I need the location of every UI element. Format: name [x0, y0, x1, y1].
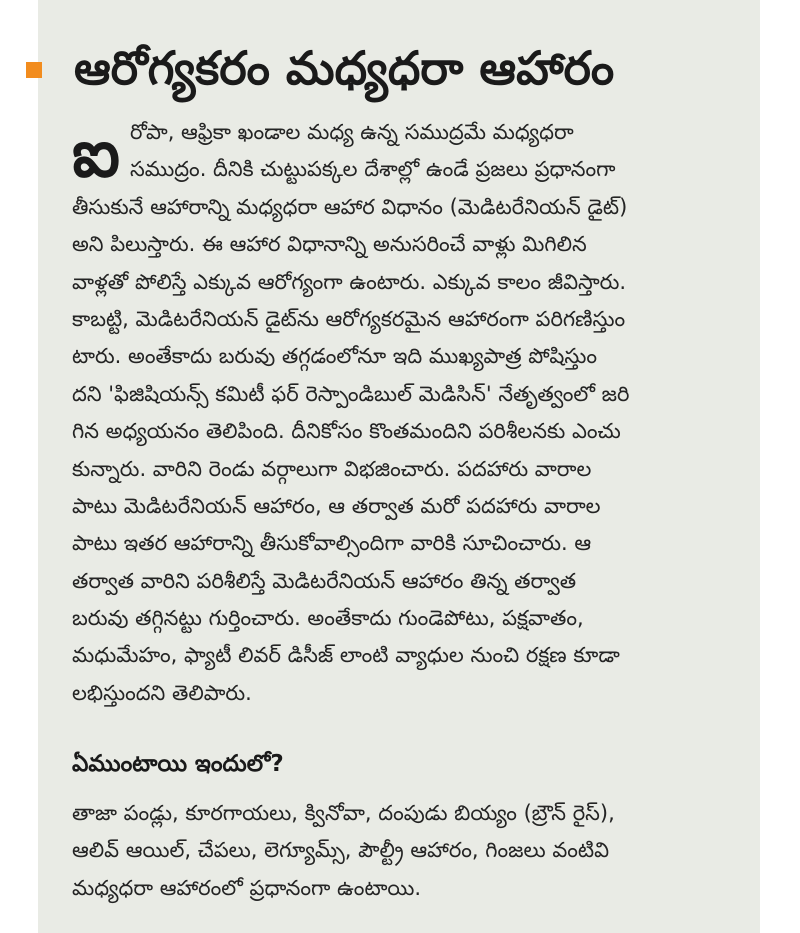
body-line: మధుమేహం, ఫ్యాటీ లివర్ డిసీజ్ లాంటి వ్యాధుల నుంచి రక్షణ కూడా — [72, 643, 620, 668]
body-line: బరువు తగ్గినట్టు గుర్తించారు. అంతేకాదు గుండెపోటు, పక్షవాతం, — [72, 606, 584, 631]
body-line: అని పిలుస్తారు. ఈ ఆహార విధానాన్ని అనుసరించే వాళ్లు మిగిలిన — [72, 232, 587, 257]
body-line: టారు. అంతేకాదు బరువు తగ్గడంలోనూ ఇది ముఖ్యపాత్ర పోషిస్తుం — [72, 344, 598, 369]
orange-bullet-icon — [26, 62, 42, 78]
body-line: వాళ్లతో పోలిస్తే ఎక్కువ ఆరోగ్యంగా ఉంటారు. ఎక్కువ కాలం జీవిస్తారు. — [72, 269, 627, 294]
article-body — [72, 114, 754, 712]
body-line: సముద్రం. దీనికి చుట్టుపక్కల దేశాల్లో ఉండే ప్రజలు ప్రధానంగా — [130, 157, 616, 182]
article-title: ఆరోగ్యకరం మధ్యధరా ఆహారం — [74, 41, 615, 95]
body-line: తర్వాత వారిని పరిశీలిస్తే మెడిటరేనియన్ ఆహారం తిన్న తర్వాత — [72, 568, 577, 593]
drop-cap: ఐ — [72, 115, 120, 192]
body-line: గిన అధ్యయనం తెలిపింది. దీనికోసం కొంతమందిని పరిశీలనకు ఎంచు — [72, 419, 621, 444]
body-line: పాటు మెడిటరేనియన్ ఆహారం, ఆ తర్వాత మరో పదహారు వారాల — [72, 493, 601, 518]
body-line: పాటు ఇతర ఆహారాన్ని తీసుకోవాల్సిందిగా వారికి సూచించారు. ఆ — [72, 531, 592, 556]
ingredients-paragraph — [72, 794, 754, 906]
list-line: తాజా పండ్లు, కూరగాయలు, క్వినోవా, దంపుడు బియ్యం (బ్రౌన్ రైస్), — [72, 801, 615, 825]
list-line: మధ్యధరా ఆహారంలో ప్రధానంగా ఉంటాయి. — [72, 875, 422, 900]
body-line: లభిస్తుందని తెలిపారు. — [72, 680, 252, 705]
body-line: రోపా, ఆఫ్రికా ఖండాల మధ్య ఉన్న సముద్రమే మధ్యధరా — [130, 120, 574, 144]
body-line: కున్నారు. వారిని రెండు వర్గాలుగా విభజించారు. పదహారు వారాల — [72, 456, 592, 481]
list-line: ఆలివ్ ఆయిల్, చేపలు, లెగ్యూమ్స్, పౌల్ట్రీ ఆహారం, గింజలు వంటివి — [72, 838, 610, 863]
body-line: తీసుకునే ఆహారాన్ని మధ్యధరా ఆహార విధానం (మెడిటరేనియన్ డైట్) — [72, 194, 628, 219]
body-line: కాబట్టి, మెడిటరేనియన్ డైట్‌ను ఆరోగ్యకరమైన ఆహారంగా పరిగణిస్తుం — [72, 306, 626, 331]
headline-row — [38, 34, 760, 114]
section-subheading: ఏముంటాయి ఇందులో? — [72, 751, 284, 777]
news-article — [38, 0, 760, 933]
body-line: దని 'ఫిజిషియన్స్ కమిటీ ఫర్ రెస్పాండిబుల్ మెడిసిన్' నేతృత్వంలో జరి — [72, 381, 630, 406]
